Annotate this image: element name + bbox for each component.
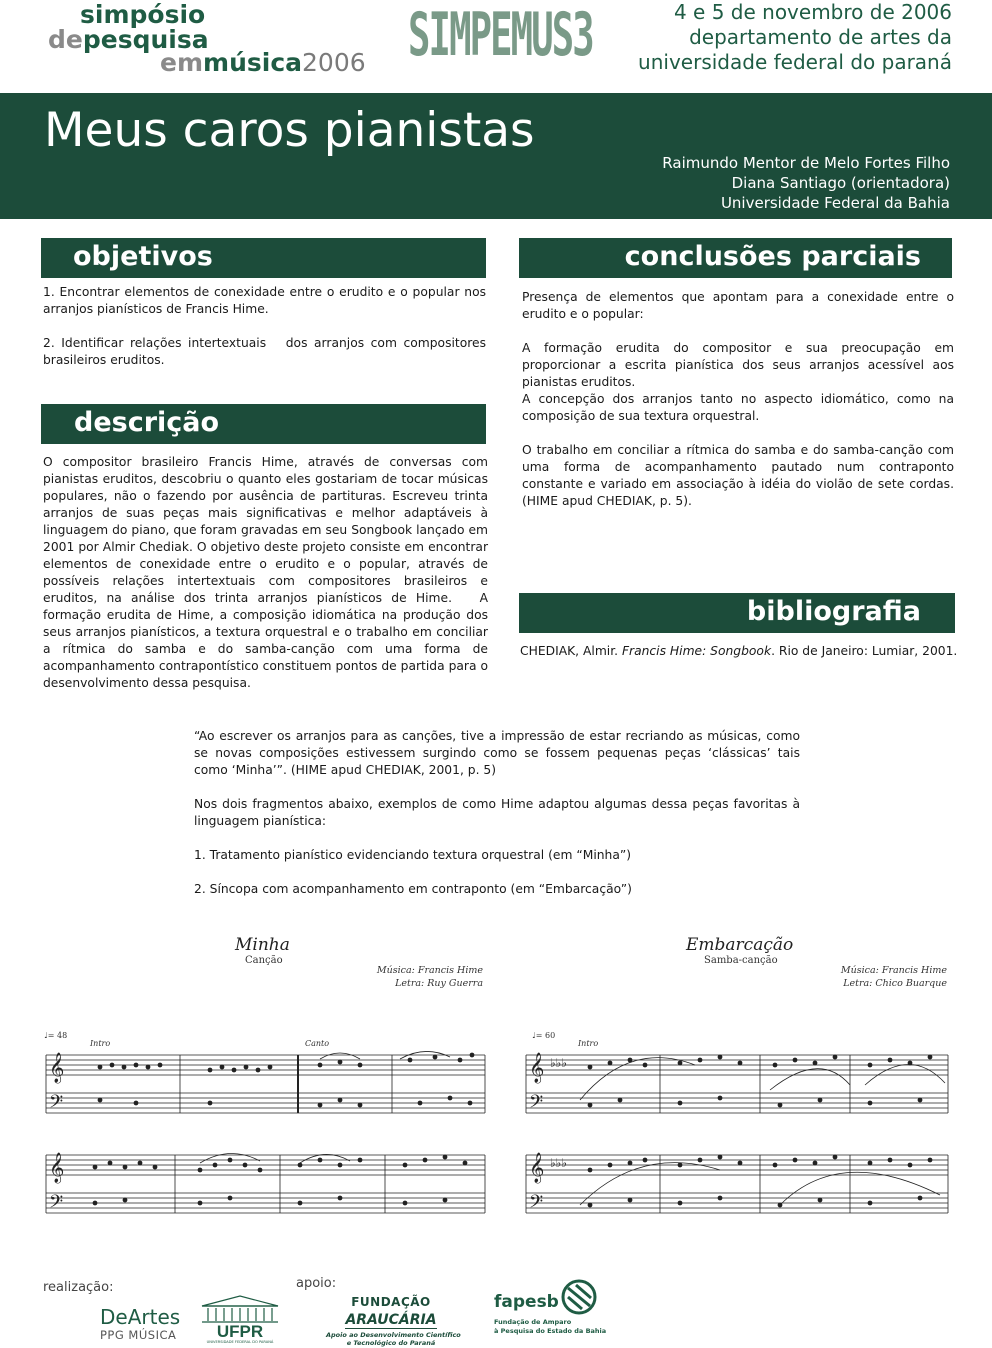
objetivo-item-2: 2. Identificar relações intertextuais dos arranjos com compositores brasileiros eruditos. <box>43 336 490 367</box>
dearts-name: DeArtes <box>100 1305 181 1329</box>
svg-text:𝄞: 𝄞 <box>529 1053 545 1083</box>
advisor-name: Diana Santiago (orientadora) <box>731 174 950 192</box>
logo-year: 2006 <box>302 48 366 77</box>
quote-block <box>194 728 800 898</box>
logo-word-em: em <box>160 48 204 77</box>
svg-text:♭♭♭: ♭♭♭ <box>550 1156 567 1170</box>
fragment-item-2: 2. Síncopa com acompanhamento em contraponto (em “Embarcação”) <box>194 882 632 896</box>
score-minha-staves <box>40 1045 490 1240</box>
title-banner <box>0 93 992 219</box>
poster-title: Meus caros pianistas <box>44 103 535 158</box>
conclusao-item-2: A concepção dos arranjos tanto no aspecto idiomático, como na composição de sua textura orquestral. <box>522 392 954 423</box>
score-embarcacao-tempo: ♩= 60 <box>532 1031 556 1040</box>
fragment-item-1: 1. Tratamento pianístico evidenciando textura orquestral (em “Minha”) <box>194 848 632 862</box>
descricao-heading <box>41 404 486 444</box>
score-embarcacao-title: Embarcação <box>686 935 794 955</box>
author-block <box>590 153 950 213</box>
ufpr-building-icon <box>200 1294 280 1324</box>
logo-line-3 <box>160 50 366 75</box>
score-minha-canto-label: Canto <box>305 1039 330 1048</box>
bibliografia-heading-text: bibliografia <box>746 596 921 627</box>
fapesb-line1: Fundação de Amparo <box>494 1318 572 1326</box>
araucaria-line4: e Tecnológico do Paraná <box>346 1339 436 1347</box>
svg-text:𝄢: 𝄢 <box>49 1192 64 1217</box>
svg-text:𝄞: 𝄞 <box>49 1153 65 1183</box>
quote-intro: Nos dois fragmentos abaixo, exemplos de como Hime adaptou algumas dessa peças favoritas à linguagem pianística: <box>194 797 800 828</box>
apoio-label: apoio: <box>296 1276 337 1291</box>
objetivos-heading-text: objetivos <box>73 241 213 272</box>
score-minha-intro-label: Intro <box>90 1039 111 1048</box>
objetivo-item-1: 1. Encontrar elementos de conexidade entre o erudito e o popular nos arranjos pianísticos de Francis Hime. <box>43 285 486 316</box>
descricao-heading-text: descrição <box>74 407 220 438</box>
descricao-text: O compositor brasileiro Francis Hime, através de conversas com pianistas eruditos, descobriu o quanto eles gostariam de tocar músicas populares, não o fazendo por ausência de partituras. Escreveu trinta arranjos de suas peças mais significativas e melhor adaptáveis à linguagem do piano, que foram gravadas em seu Songbook lançado em 2001 por Almir Chediak. O objetivo deste projeto consiste em encontrar elementos de conexidade entre o erudito e o popular, através de possíveis relações intertextuais com compositores brasileiros e eruditos, na análise dos trinta arranjos pianísticos de Hime. A formação erudita de Hime, a composição idiomática na produção dos seus arranjos pianísticos, a textura orquestral e o trabalho em conciliar a rítmica do samba e do samba-canção com uma forma de acompanhamento contrapontístico constituem pontos de partida para o desenvolvimento dessa pesquisa. <box>43 455 492 690</box>
author-name: Raimundo Mentor de Melo Fortes Filho <box>662 154 950 172</box>
svg-text:𝄢: 𝄢 <box>529 1192 544 1217</box>
score-minha-title: Minha <box>235 935 290 955</box>
score-minha-music: Música: Francis Hime <box>376 965 483 976</box>
dearts-logo <box>100 1306 185 1342</box>
symposium-logo <box>48 2 368 77</box>
svg-text:𝄢: 𝄢 <box>529 1092 544 1117</box>
event-info <box>622 0 952 75</box>
conclusao-item-3: O trabalho em conciliar a rítmica do samba e do samba-canção com uma forma de acompanhamento pautado num contraponto constante e variado em associação à idéia do violão de sete cordas. (HIME apud CHEDIAK, p. 5). <box>522 443 954 508</box>
logo-line-1: simpósio <box>80 0 206 29</box>
score-minha-tempo: ♩= 48 <box>44 1031 68 1040</box>
logo-word-pesquisa: pesquisa <box>82 25 209 54</box>
objetivos-heading <box>41 238 486 278</box>
logo-word-de: de <box>48 25 83 54</box>
ufpr-logo <box>200 1294 280 1346</box>
objetivos-body <box>43 284 490 369</box>
ufpr-sub: UNIVERSIDADE FEDERAL DO PARANÁ <box>206 1340 274 1344</box>
event-place-line1: departamento de artes da <box>689 25 952 49</box>
notes-sys1 <box>98 1053 475 1108</box>
ufpr-name: UFPR <box>216 1322 264 1341</box>
svg-text:𝄞: 𝄞 <box>529 1153 545 1183</box>
svg-text:𝄢: 𝄢 <box>49 1092 64 1117</box>
score-minha <box>40 935 490 1240</box>
fapesb-line2: à Pesquisa do Estado da Bahia <box>494 1327 607 1335</box>
score-embarcacao-lyrics: Letra: Chico Buarque <box>843 978 947 989</box>
dearts-sub: PPG MÚSICA <box>100 1328 177 1342</box>
event-place-line2: universidade federal do paraná <box>638 50 952 74</box>
score-embarcacao <box>520 935 952 1240</box>
score-embarcacao-staves <box>520 1045 952 1240</box>
score-embarcacao-music: Música: Francis Hime <box>840 965 947 976</box>
bib-author: CHEDIAK, Almir. <box>520 644 622 658</box>
score-embarcacao-intro-label: Intro <box>578 1039 599 1048</box>
fapesb-emblem-icon <box>560 1278 598 1316</box>
score-minha-lyrics: Letra: Ruy Guerra <box>395 978 483 989</box>
fapesb-logo <box>494 1278 607 1340</box>
fapesb-name: fapesb <box>494 1292 559 1312</box>
araucaria-logo <box>326 1295 461 1347</box>
conclusoes-body <box>522 289 954 510</box>
bib-title: Francis Hime: Songbook <box>621 644 772 658</box>
score-minha-credits <box>340 964 483 990</box>
conclusao-intro: Presença de elementos que apontam para a conexidade entre o erudito e o popular: <box>522 290 954 321</box>
araucaria-line1: FUNDAÇÃO <box>351 1295 431 1309</box>
svg-text:♭♭♭: ♭♭♭ <box>550 1056 567 1070</box>
logo-word-musica: música <box>203 48 303 77</box>
simpemus-logo: SIMPEMUS3 <box>408 0 593 70</box>
bib-rest: . Rio de Janeiro: Lumiar, 2001. <box>771 644 958 658</box>
svg-text:𝄞: 𝄞 <box>49 1053 65 1083</box>
score-embarcacao-subtitle: Samba-canção <box>704 955 778 966</box>
score-minha-subtitle: Canção <box>245 955 283 966</box>
bibliografia-heading <box>519 593 955 633</box>
institution-name: Universidade Federal da Bahia <box>720 194 950 212</box>
quote-text: “Ao escrever os arranjos para as canções, tive a impressão de estar recriando as músicas, como se novas composições estivessem surgindo como se fossem pequenas peças ‘clássicas’ tais como ‘Minha’”. (HIME apud CHEDIAK, 2001, p. 5) <box>194 729 800 777</box>
araucaria-line3: Apoio ao Desenvolvimento Científico <box>326 1331 461 1339</box>
conclusao-item-1: A formação erudita do compositor e sua preocupação em proporcionar a escrita pianística dos seus arranjos acessível aos pianistas eruditos. <box>522 341 954 389</box>
realizacao-label: realização: <box>43 1280 114 1295</box>
conclusoes-heading-text: conclusões parciais <box>624 241 921 272</box>
araucaria-line2: ARAUCÁRIA <box>345 1312 437 1328</box>
conclusoes-heading <box>519 238 952 278</box>
score-embarcacao-credits <box>800 964 947 990</box>
descricao-body <box>43 454 492 692</box>
bibliografia-entry <box>520 643 960 660</box>
event-date: 4 e 5 de novembro de 2006 <box>673 0 952 24</box>
